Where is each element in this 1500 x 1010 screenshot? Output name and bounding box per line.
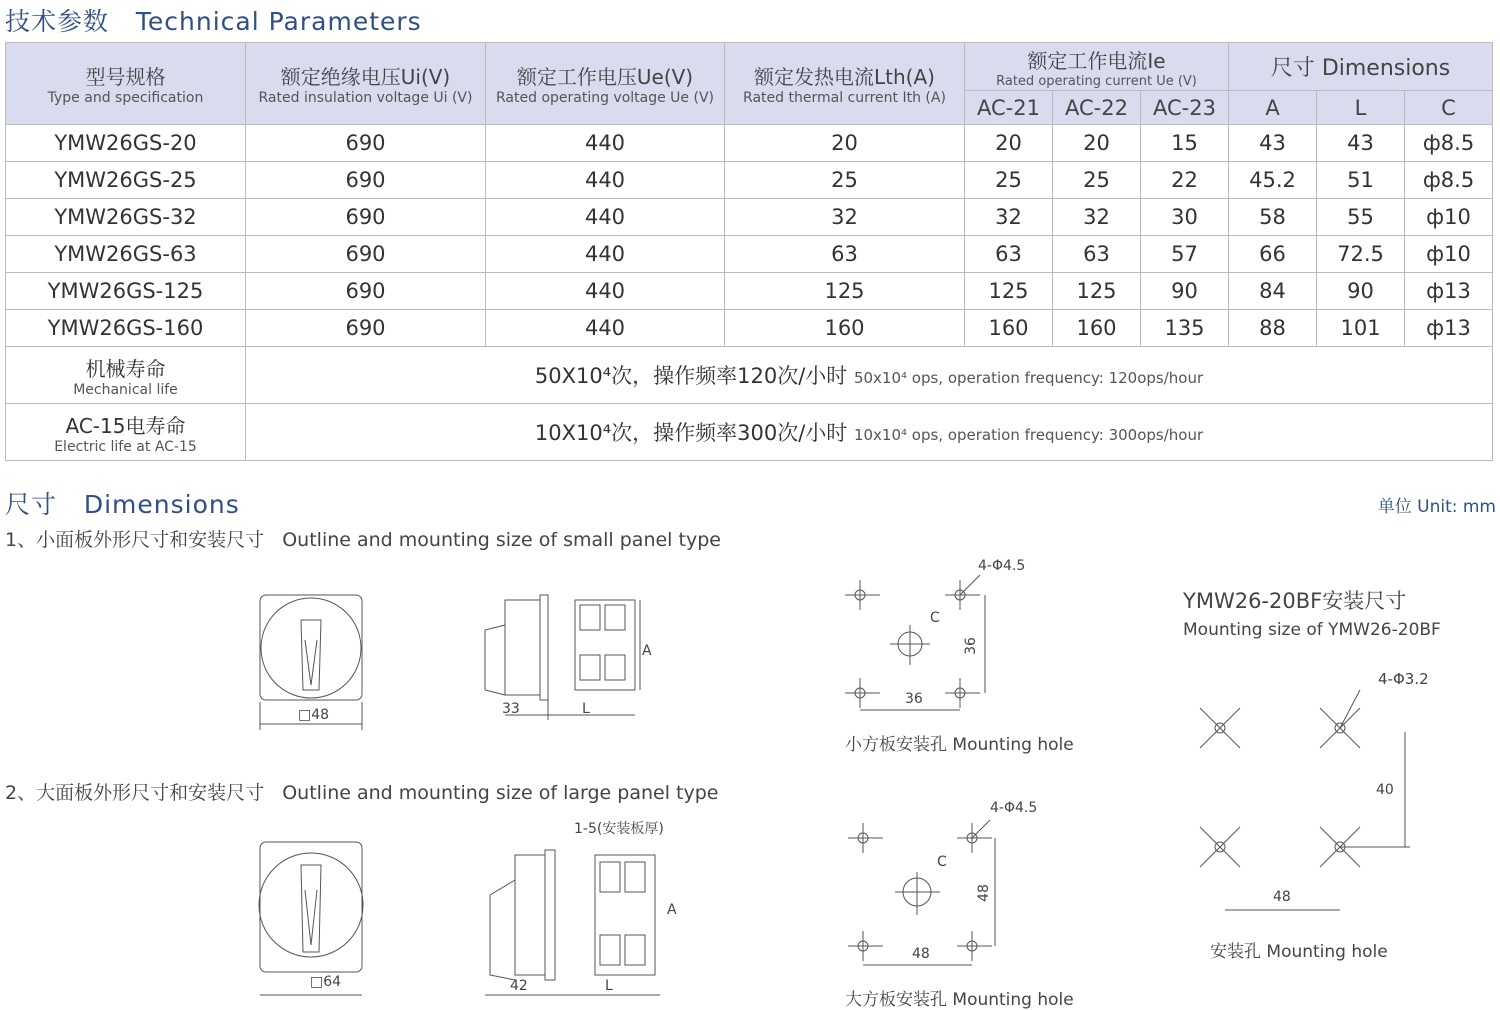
table-cell: 125 xyxy=(1053,273,1141,310)
tech-title-en: Technical Parameters xyxy=(135,7,422,36)
bf-h: 40 xyxy=(1376,782,1394,798)
table-cell: 43 xyxy=(1229,125,1317,162)
small-hole-w: 36 xyxy=(905,691,923,707)
mech-value: 50X10⁴次，操作频率120次/小时 50x10⁴ ops, operation frequency: 120ops/hour xyxy=(246,347,1493,404)
small-hole-spec: 4-Φ4.5 xyxy=(978,558,1026,574)
elec-value: 10X10⁴次，操作频率300次/小时 10x10⁴ ops, operation frequency: 300ops/hour xyxy=(246,404,1493,461)
table-cell: 32 xyxy=(965,199,1053,236)
table-cell: 15 xyxy=(1141,125,1229,162)
table-row xyxy=(6,125,1493,162)
large-heading: 2、大面板外形尺寸和安装尺寸 Outline and mounting size of large panel type xyxy=(5,782,719,804)
bf-w: 48 xyxy=(1273,889,1291,905)
large-side-l: L xyxy=(605,978,613,994)
table-cell: 58 xyxy=(1229,199,1317,236)
table-cell: ф13 xyxy=(1405,310,1493,347)
large-hole-c: C xyxy=(937,854,947,870)
table-cell: 20 xyxy=(725,125,965,162)
bf-spec: 4-Φ3.2 xyxy=(1378,670,1429,688)
table-cell: 690 xyxy=(246,162,486,199)
large-hole-caption: 大方板安装孔 Mounting hole xyxy=(845,990,1074,1010)
table-row xyxy=(6,310,1493,347)
subheader: L xyxy=(1317,91,1405,125)
header-type: 型号规格 Type and specification xyxy=(6,43,246,125)
table-cell: 125 xyxy=(965,273,1053,310)
table-cell: YMW26GS-125 xyxy=(6,273,246,310)
bf-title: YMW26-20BF安装尺寸 xyxy=(1183,589,1407,613)
parameters-table xyxy=(5,42,1493,461)
tech-title-cn: 技术参数 xyxy=(5,7,110,36)
table-cell: 66 xyxy=(1229,236,1317,273)
table-cell: 32 xyxy=(1053,199,1141,236)
small-side-A: A xyxy=(642,643,652,659)
table-cell: 63 xyxy=(965,236,1053,273)
table-cell: 88 xyxy=(1229,310,1317,347)
table-cell: 690 xyxy=(246,273,486,310)
table-cell: 20 xyxy=(965,125,1053,162)
table-cell: YMW26GS-63 xyxy=(6,236,246,273)
bf-caption: 安装孔 Mounting hole xyxy=(1210,942,1388,962)
small-side-a: 33 xyxy=(502,701,520,717)
small-hole-caption: 小方板安装孔 Mounting hole xyxy=(845,735,1074,755)
unit-label: 单位 Unit: mm xyxy=(1377,497,1496,517)
large-front-dim: □64 xyxy=(310,974,342,990)
table-cell: 440 xyxy=(486,236,725,273)
large-side-a: 42 xyxy=(510,978,528,994)
table-cell: 30 xyxy=(1141,199,1229,236)
bf-subtitle: Mounting size of YMW26-20BF xyxy=(1183,620,1441,640)
table-cell: 63 xyxy=(1053,236,1141,273)
table-row xyxy=(6,273,1493,310)
header-lth: 额定发热电流Lth(A) Rated thermal current Ith (A) xyxy=(725,43,965,125)
mech-label: 机械寿命 Mechanical life xyxy=(6,347,246,404)
large-side-A: A xyxy=(667,902,677,918)
table-cell: YMW26GS-25 xyxy=(6,162,246,199)
small-hole-c: C xyxy=(930,610,940,626)
table-cell: 45.2 xyxy=(1229,162,1317,199)
bf-hole-drawing xyxy=(1195,690,1415,920)
table-cell: 57 xyxy=(1141,236,1229,273)
table-cell: 690 xyxy=(246,236,486,273)
table-cell: ф8.5 xyxy=(1405,125,1493,162)
header-ui: 额定绝缘电压Ui(V) Rated insulation voltage Ui (V) xyxy=(246,43,486,125)
table-cell: 135 xyxy=(1141,310,1229,347)
dimensions-title: 尺寸 Dimensions xyxy=(5,490,240,519)
table-cell: 101 xyxy=(1317,310,1405,347)
subheader: AC-21 xyxy=(965,91,1053,125)
subheader: AC-22 xyxy=(1053,91,1141,125)
large-hole-spec: 4-Φ4.5 xyxy=(990,800,1038,816)
large-hole-h: 48 xyxy=(975,884,992,902)
table-cell: 690 xyxy=(246,125,486,162)
table-cell: 20 xyxy=(1053,125,1141,162)
table-cell: 55 xyxy=(1317,199,1405,236)
table-cell: 440 xyxy=(486,125,725,162)
elec-label: AC-15电寿命 Electric life at AC-15 xyxy=(6,404,246,461)
small-front-dim: □48 xyxy=(298,707,330,723)
header-ie: 额定工作电流Ie Rated operating current Ue (V) xyxy=(965,43,1229,91)
table-cell: 63 xyxy=(725,236,965,273)
table-cell: YMW26GS-160 xyxy=(6,310,246,347)
table-row xyxy=(6,162,1493,199)
table-cell: 72.5 xyxy=(1317,236,1405,273)
table-cell: 125 xyxy=(725,273,965,310)
tech-title xyxy=(5,2,422,38)
table-cell: 25 xyxy=(965,162,1053,199)
subheader: A xyxy=(1229,91,1317,125)
table-cell: YMW26GS-32 xyxy=(6,199,246,236)
large-side-view-drawing xyxy=(485,840,665,1000)
large-hole-w: 48 xyxy=(912,946,930,962)
table-cell: ф8.5 xyxy=(1405,162,1493,199)
header-dims: 尺寸 Dimensions xyxy=(1229,43,1493,91)
table-cell: 43 xyxy=(1317,125,1405,162)
table-cell: 25 xyxy=(1053,162,1141,199)
table-cell: 25 xyxy=(725,162,965,199)
table-cell: ф10 xyxy=(1405,236,1493,273)
table-cell: ф10 xyxy=(1405,199,1493,236)
table-cell: 440 xyxy=(486,162,725,199)
table-cell: 160 xyxy=(965,310,1053,347)
table-cell: YMW26GS-20 xyxy=(6,125,246,162)
table-cell: ф13 xyxy=(1405,273,1493,310)
table-cell: 160 xyxy=(725,310,965,347)
table-cell: 440 xyxy=(486,310,725,347)
table-cell: 690 xyxy=(246,199,486,236)
table-cell: 51 xyxy=(1317,162,1405,199)
small-side-l: L xyxy=(582,701,590,717)
table-cell: 690 xyxy=(246,310,486,347)
table-cell: 84 xyxy=(1229,273,1317,310)
table-cell: 32 xyxy=(725,199,965,236)
table-cell: 440 xyxy=(486,199,725,236)
table-cell: 90 xyxy=(1141,273,1229,310)
table-cell: 22 xyxy=(1141,162,1229,199)
table-cell: 90 xyxy=(1317,273,1405,310)
small-hole-h: 36 xyxy=(962,637,979,655)
small-heading: 1、小面板外形尺寸和安装尺寸 Outline and mounting size of small panel type xyxy=(5,529,721,551)
table-row xyxy=(6,236,1493,273)
subheader: AC-23 xyxy=(1141,91,1229,125)
table-cell: 440 xyxy=(486,273,725,310)
table-row xyxy=(6,199,1493,236)
table-cell: 160 xyxy=(1053,310,1141,347)
large-plate-thickness: 1-5(安装板厚) xyxy=(574,821,664,837)
header-ue: 额定工作电压Ue(V) Rated operating voltage Ue (V) xyxy=(486,43,725,125)
subheader: C xyxy=(1405,91,1493,125)
